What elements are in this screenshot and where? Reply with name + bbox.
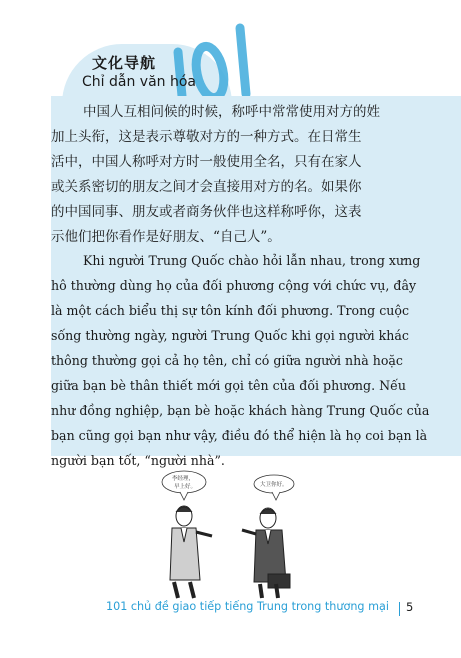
greeting-illustration [150,470,320,600]
text-line: Khi người Trung Quốc chào hỏi lẫn nhau, trong xưng [83,253,421,268]
header-title-vn: Chỉ dẫn văn hóa [82,74,196,90]
text-line: 中国人互相问候的时候，称呼中常常使用对方的姓 [83,104,380,120]
header-title-cn: 文化导航 [92,54,157,72]
text-line: 或关系密切的朋友之间才会直接用对方的名。如果你 [51,179,362,195]
paragraph-cn [51,100,461,250]
section-header [0,0,461,100]
right-businessman [242,508,290,598]
content-panel [51,96,461,468]
text-line: sống thường ngày, người Trung Quốc khi gọi người khác [51,328,409,343]
bubble-text-left-1: 李经理， [172,476,195,482]
speech-bubble-right [254,475,294,500]
text-line: 的中国同事、朋友或者商务伙伴也这样称呼你，这表 [51,204,362,220]
text-line: thông thường gọi cả họ tên, chỉ có giữa người nhà hoặc [51,353,403,368]
page-number: 5 [406,600,414,614]
bubble-text-left-2: 早上好。 [174,484,197,490]
text-line: 示他们把你看作是好朋友、“自己人”。 [51,229,281,245]
text-line: bạn cũng gọi bạn như vậy, điều đó thể hiện là họ coi bạn là [51,428,428,443]
page-footer [0,600,461,630]
text-line: giữa bạn bè thân thiết mới gọi tên của đối phương. Nếu [51,378,406,393]
text-line: 活中，中国人称呼对方时一般使用全名，只有在家人 [51,154,362,170]
text-line: là một cách biểu thị sự tôn kính đối phương. Trong cuộc [51,303,410,318]
text-line: người bạn tốt, “người nhà”. [51,453,225,468]
footer-divider [399,602,400,616]
text-line: như đồng nghiệp, bạn bè hoặc khách hàng Trung Quốc của [51,403,430,418]
footer-book-title: 101 chủ đề giao tiếp tiếng Trung trong thương mại [106,600,389,613]
text-line: 加上头衔，这是表示尊敬对方的一种方式。在日常生 [51,129,362,145]
text-line: hô thường dùng họ của đối phương cộng với chức vụ, đây [51,278,417,293]
bubble-text-right: 大卫你好。 [260,482,288,488]
logo-101-icon [160,14,260,104]
paragraph-vn [51,248,461,473]
speech-bubble-left [162,471,206,500]
left-businessman [170,506,212,598]
